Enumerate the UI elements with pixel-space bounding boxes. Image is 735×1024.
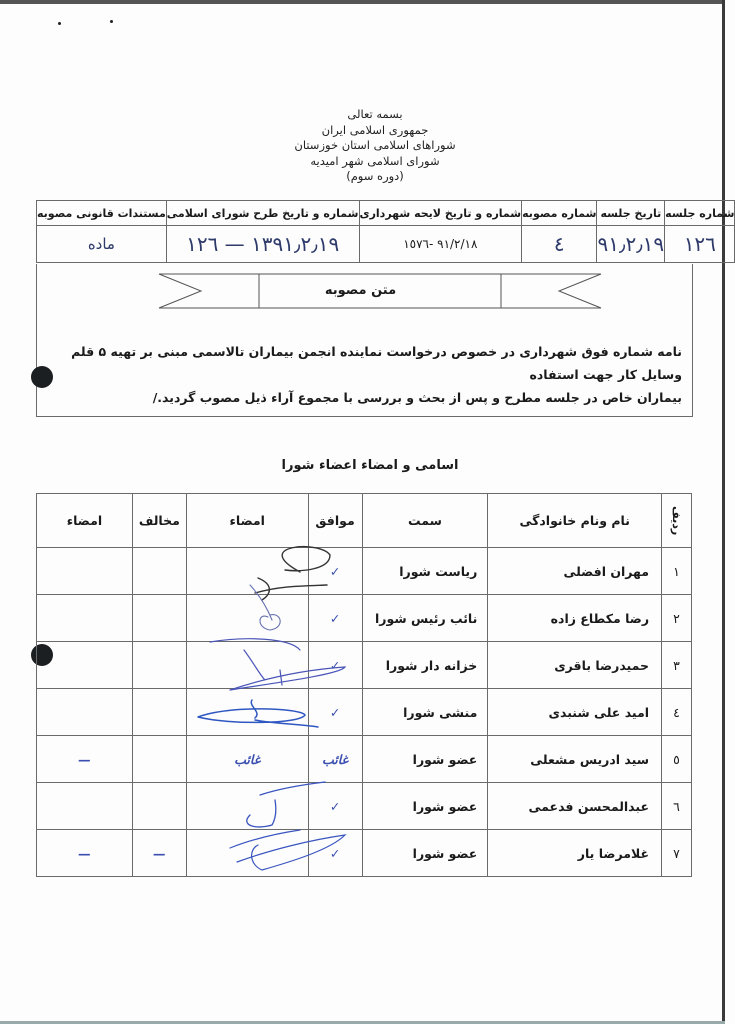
signature-absent-text: غائب — [186, 736, 308, 783]
header-row-number: ردیف — [662, 494, 692, 548]
scan-right-edge — [722, 0, 725, 1024]
signature-cell — [186, 642, 308, 689]
header-session-date: تاریخ جلسه — [597, 201, 665, 226]
member-role: نائب رئیس شورا — [362, 595, 488, 642]
signature-cell — [186, 830, 308, 877]
resolution-number: ٤ — [522, 226, 597, 263]
scan-top-edge — [0, 0, 725, 4]
table-row — [37, 642, 692, 689]
resolution-info-table — [36, 200, 735, 263]
municipality-bill: ٩١/٢/١٨ -١٥٧٦ — [359, 226, 522, 263]
member-role: ریاست شورا — [362, 548, 488, 595]
absent-mark: غائب — [308, 736, 362, 783]
member-name: مهران افضلی — [488, 548, 662, 595]
letterhead-line: جمهوری اسلامی ایران — [321, 122, 429, 137]
signature-cell — [186, 689, 308, 736]
row-number: ٦ — [662, 783, 692, 830]
table-row — [37, 548, 692, 595]
letterhead-line: (دوره سوم) — [346, 169, 404, 183]
punch-hole — [31, 366, 53, 388]
oppose-cell — [132, 642, 186, 689]
member-role: عضو شورا — [362, 830, 488, 877]
header-session-number: شماره جلسه — [665, 201, 735, 226]
council-plan: ١٣٩١٫٢٫١٩ — ١٢٦ — [166, 226, 359, 263]
member-role: منشی شورا — [362, 689, 488, 736]
header-signature-2: امضاء — [37, 494, 133, 548]
member-role: عضو شورا — [362, 783, 488, 830]
oppose-cell — [132, 595, 186, 642]
header-role: سمت — [362, 494, 488, 548]
member-name: حمیدرضا باقری — [488, 642, 662, 689]
legal-basis: ماده — [37, 226, 167, 263]
resolution-text-line: بیماران خاص در جلسه مطرح و پس از بحث و بررسی با مجموع آراء ذیل مصوب گردید./ — [152, 390, 682, 405]
row-number: ٤ — [662, 689, 692, 736]
table-row — [37, 783, 692, 830]
member-name: غلامرضا یار — [488, 830, 662, 877]
letterhead-line: شورای اسلامی شهر امیدیه — [310, 153, 440, 168]
table-row — [37, 830, 692, 877]
row-number: ٥ — [662, 736, 692, 783]
header-municipality-bill: شماره و تاریخ لایحه شهرداری — [359, 201, 522, 226]
member-name: سید ادریس مشعلی — [488, 736, 662, 783]
oppose-cell — [132, 783, 186, 830]
session-date: ٩١٫٢٫١٩ — [597, 226, 665, 263]
letterhead-line: بسمه تعالی — [347, 107, 403, 121]
row-number: ١ — [662, 548, 692, 595]
session-number: ١٢٦ — [665, 226, 735, 263]
header-agree: موافق — [308, 494, 362, 548]
members-title: اسامی و امضاء اعضاء شورا — [281, 458, 459, 473]
members-header-row — [37, 494, 692, 548]
oppose-cell — [132, 548, 186, 595]
header-council-plan: شماره و تاریخ طرح شورای اسلامی — [166, 201, 359, 226]
member-name: امید علی شنبدی — [488, 689, 662, 736]
signature2-dash: — — [37, 736, 133, 783]
oppose-cell — [132, 689, 186, 736]
table-row — [37, 595, 692, 642]
table-row — [37, 736, 692, 783]
oppose-dash: — — [132, 830, 186, 877]
signature2-cell — [37, 595, 133, 642]
letterhead — [200, 107, 550, 185]
member-name: رضا مکطاع زاده — [488, 595, 662, 642]
signature-cell — [186, 548, 308, 595]
member-name: عبدالمحسن فدعمی — [488, 783, 662, 830]
oppose-cell — [132, 736, 186, 783]
header-signature: امضاء — [186, 494, 308, 548]
info-value-row — [37, 226, 735, 263]
header-resolution-number: شماره مصوبه — [522, 201, 597, 226]
row-number: ٣ — [662, 642, 692, 689]
resolution-body — [42, 340, 682, 409]
agree-mark: ✓ — [308, 689, 362, 736]
scan-speck — [110, 20, 113, 23]
info-header-row — [37, 201, 735, 226]
member-role: خزانه دار شورا — [362, 642, 488, 689]
table-row — [37, 689, 692, 736]
signature-cell — [186, 595, 308, 642]
header-name: نام ونام خانوادگی — [488, 494, 662, 548]
signature2-cell — [37, 689, 133, 736]
agree-mark: ✓ — [308, 830, 362, 877]
letterhead-line: شوراهای اسلامی استان خوزستان — [294, 138, 456, 152]
resolution-title: متن مصوبه — [324, 283, 397, 298]
agree-mark: ✓ — [308, 595, 362, 642]
agree-mark: ✓ — [308, 642, 362, 689]
signature2-dash: — — [37, 830, 133, 877]
signature-cell — [186, 783, 308, 830]
signature2-cell — [37, 783, 133, 830]
row-number: ٢ — [662, 595, 692, 642]
header-oppose: مخالف — [132, 494, 186, 548]
agree-mark: ✓ — [308, 783, 362, 830]
header-legal-basis: مستندات قانونی مصوبه — [37, 201, 167, 226]
signature2-cell — [37, 642, 133, 689]
agree-mark: ✓ — [308, 548, 362, 595]
scan-speck — [58, 22, 61, 25]
signature2-cell — [37, 548, 133, 595]
members-table — [36, 493, 692, 877]
row-number: ٧ — [662, 830, 692, 877]
resolution-text-line: نامه شماره فوق شهرداری در خصوص درخواست نماینده انجمن بیماران تالاسمی مبنی بر تهیه ۵ قلم وسایل کار جهت استفاده — [71, 344, 682, 382]
member-role: عضو شورا — [362, 736, 488, 783]
